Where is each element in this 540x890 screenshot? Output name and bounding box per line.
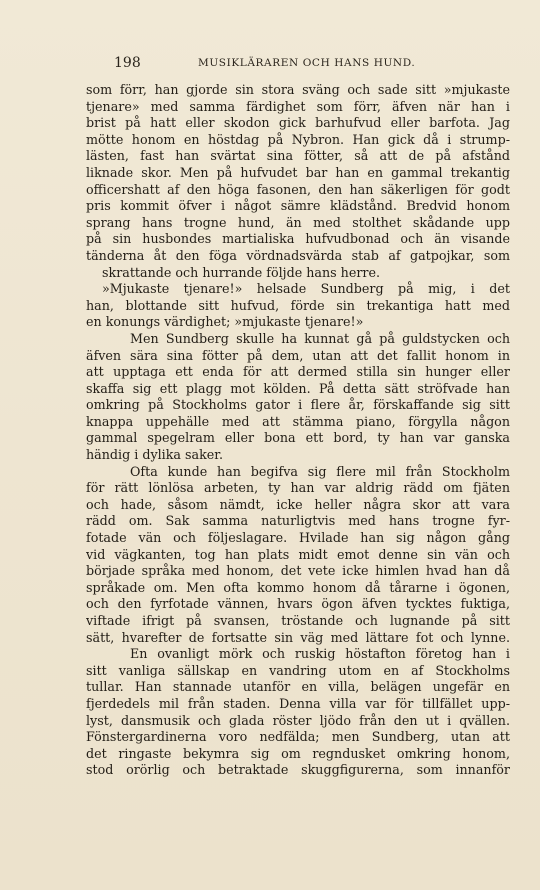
text-line: En ovanligt mörk och ruskig höstafton företog han i [130,646,510,662]
text-line: han, blottande sitt hufvud, förde sin trekantiga hatt med [86,297,510,313]
text-line: lyst, dansmusik och glada röster ljödo från den ut i qvällen. [86,712,510,728]
text-line: Fönstergardinerna voro nedfälda; men Sundberg, utan att [86,729,510,745]
text-line: gammal spegelram eller bona ett bord, ty han var ganska [86,430,510,446]
text-line: rädd om. Sak samma naturligtvis med hans trogne fyr- [86,513,510,529]
text-line: för rätt lönlösa arbeten, ty han var aldrig rädd om fjäten [86,480,510,496]
text-line: liknade skor. Men på hufvudet bar han en gammal trekantig [86,164,510,180]
text-line: omkring på Stockholms gator i flere år, förskaffande sig sitt [86,397,510,413]
text-line: viftade ifrigt på svansen, tröstande och lugnande på sitt [86,613,510,628]
text-line: började språka med honom, det vete icke himlen hvad han då [86,563,510,579]
text-line: äfven sära sina fötter på dem, utan att det fallit honom in [86,347,510,363]
text-line: och den fyrfotade vännen, hvars ögon äfven tycktes fuktiga, [86,596,510,612]
text-line: fjerdedels mil från staden. Denna villa var för tillfället upp- [86,695,510,711]
text-line: på sin husbondes martialiska hufvudbonad och än visande [86,231,510,247]
text-line: pris kommit öfver i något sämre klädstånd. Bredvid honom [86,198,510,214]
page-number: 198 [114,55,141,71]
text-line: Men Sundberg skulle ha kunnat gå på guldstycken och [130,330,510,346]
text-line: mötte honom en höstdag på Nybron. Han gick då i strump- [86,131,510,147]
text-line: knappa uppehälle med att stämma piano, förgylla någon [86,413,510,429]
text-line: tänderna åt den föga vördnadsvärda stab af gatpojkar, som [86,247,510,263]
text-line: händig i dylika saker. [86,447,223,463]
text-line: sätt, hvarefter de fortsatte sin väg med lättare fot och lynne. [86,629,510,645]
text-line: tullar. Han stannade utanför en villa, belägen ungefär en [86,679,510,695]
text-line: sprang hans trogne hund, än med stolthet skådande upp [86,214,510,230]
text-line: skrattande och hurrande följde hans herre. [102,264,381,280]
page-header [88,55,510,75]
text-line: stod orörlig och betraktade skuggfigurerna, som innanför [86,762,510,778]
text-line: att upptaga ett enda för att dermed stilla sin hunger eller [86,364,510,380]
text-line: och hade, såsom nämdt, icke heller några skor att vara [86,496,510,512]
text-line: Ofta kunde han begifva sig flere mil från Stockholm [130,463,510,479]
body-text [86,82,510,779]
text-line: tjenare» med samma färdighet som förr, äfven när han i [86,98,510,114]
text-line: det ringaste bekymra sig om regndusket omkring honom, [86,745,510,761]
text-line: som förr, han gjorde sin stora sväng och sade sitt »mjukaste [86,82,510,97]
running-head: MUSIKLÄRAREN OCH HANS HUND. [198,57,416,69]
text-line: vid vägkanten, tog han plats midt emot denne sin vän och [86,546,510,562]
text-line: en konungs värdighet; »mjukaste tjenare!» [86,314,364,330]
text-line: »Mjukaste tjenare!» helsade Sundberg på mig, i det [102,281,510,297]
text-line: brist på hatt eller skodon gick barhufvud eller barfota. Jag [86,115,510,131]
text-line: fotade vän och följeslagare. Hvilade han sig någon gång [86,530,510,546]
text-line: officershatt af den höga fasonen, den han säkerligen för godt [86,181,510,197]
text-line: lästen, fast han svärtat sina fötter, så att de på afstånd [86,148,510,164]
text-line: sitt vanliga sällskap en vandring utom en af Stockholms [86,662,510,678]
text-line: språkade om. Men ofta kommo honom då tårarne i ögonen, [86,579,510,595]
text-line: skaffa sig ett plagg mot kölden. På detta sätt ströfvade han [86,380,510,396]
